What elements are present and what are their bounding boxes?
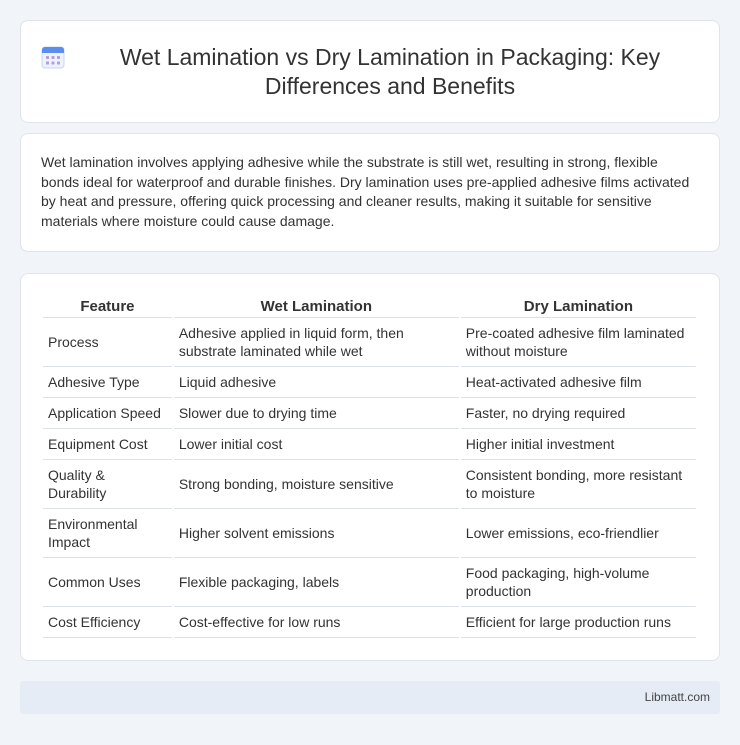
dry-cell: Heat-activated adhesive film — [461, 367, 696, 398]
dry-cell: Lower emissions, eco-friendlier — [461, 509, 696, 558]
dry-cell: Consistent bonding, more resistant to moisture — [461, 460, 696, 509]
calendar-icon — [40, 44, 66, 70]
wet-cell: Strong bonding, moisture sensitive — [174, 460, 459, 509]
table-row — [43, 429, 696, 460]
summary-text: Wet lamination involves applying adhesive while the substrate is still wet, resulting in strong, flexible bonds ideal for waterproof and durable finishes. Dry lamination uses pre-applied adhesive films activated by heat and pressure, offering quick processing and cleaner results, making it suitable for sensitive materials where moisture could cause damage. — [41, 154, 690, 229]
wet-cell: Higher solvent emissions — [174, 509, 459, 558]
title-card — [20, 20, 720, 123]
dry-cell: Pre-coated adhesive film laminated without moisture — [461, 318, 696, 367]
wet-cell: Flexible packaging, labels — [174, 558, 459, 607]
table-row — [43, 460, 696, 509]
dry-cell: Food packaging, high-volume production — [461, 558, 696, 607]
table-header-row — [43, 294, 696, 318]
dry-cell: Faster, no drying required — [461, 398, 696, 429]
footer-brand-link[interactable]: Libmatt.com — [644, 690, 710, 704]
feature-cell: Adhesive Type — [43, 367, 172, 398]
header-dry-lamination: Dry Lamination — [461, 294, 696, 318]
wet-cell: Liquid adhesive — [174, 367, 459, 398]
table-row — [43, 318, 696, 367]
table-row — [43, 509, 696, 558]
title-row — [40, 43, 700, 101]
feature-cell: Process — [43, 318, 172, 367]
header-wet-lamination: Wet Lamination — [174, 294, 459, 318]
dry-cell: Higher initial investment — [461, 429, 696, 460]
feature-cell: Equipment Cost — [43, 429, 172, 460]
header-feature: Feature — [43, 294, 172, 318]
summary-card — [20, 133, 720, 252]
comparison-table-card — [20, 273, 720, 661]
page-title: Wet Lamination vs Dry Lamination in Packaging: Key Differences and Benefits — [119, 43, 661, 99]
wet-cell: Adhesive applied in liquid form, then substrate laminated while wet — [174, 318, 459, 367]
wet-cell: Lower initial cost — [174, 429, 459, 460]
table-row — [43, 367, 696, 398]
wet-cell: Slower due to drying time — [174, 398, 459, 429]
wet-cell: Cost-effective for low runs — [174, 607, 459, 638]
table-row — [43, 558, 696, 607]
comparison-table — [41, 294, 698, 638]
table-row — [43, 607, 696, 638]
feature-cell: Environmental Impact — [43, 509, 172, 558]
feature-cell: Cost Efficiency — [43, 607, 172, 638]
footer — [20, 681, 720, 714]
table-row — [43, 398, 696, 429]
dry-cell: Efficient for large production runs — [461, 607, 696, 638]
feature-cell: Common Uses — [43, 558, 172, 607]
feature-cell: Quality & Durability — [43, 460, 172, 509]
feature-cell: Application Speed — [43, 398, 172, 429]
